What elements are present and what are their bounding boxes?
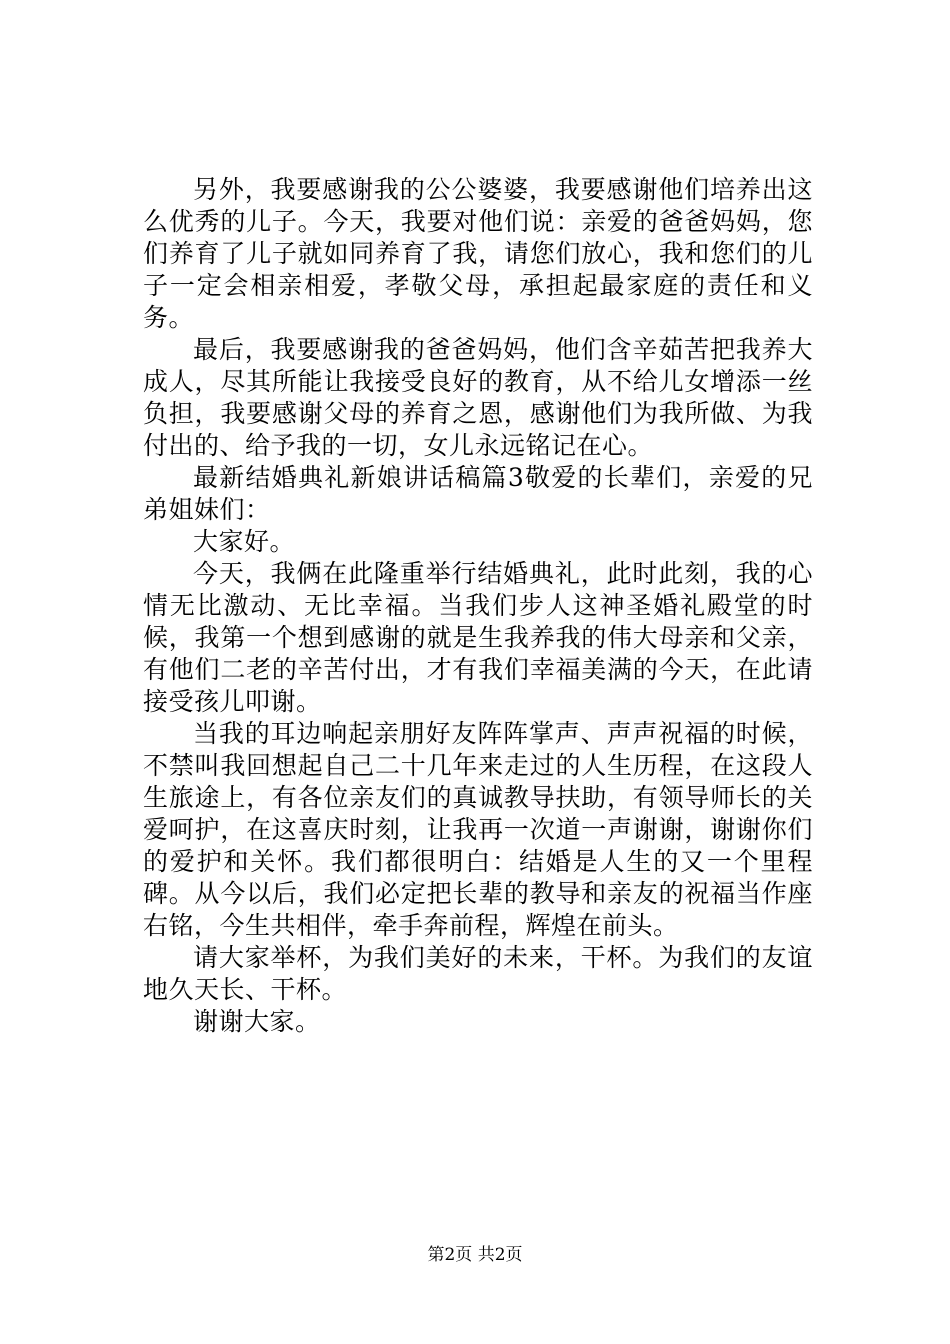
- paragraph-speech-heading: 最新结婚典礼新娘讲话稿篇3敬爱的长辈们，亲爱的兄弟姐妹们：: [143, 463, 813, 524]
- paragraph-greeting: 大家好。: [193, 527, 296, 556]
- paragraph-closing: 谢谢大家。: [193, 1007, 321, 1036]
- page-number-footer: 第2页 共2页: [427, 1245, 523, 1265]
- paragraph-parents-thanks: 最后，我要感谢我的爸爸妈妈，他们含辛茹苦把我养大成人，尽其所能让我接受良好的教育，从不给儿女增添一丝负担，我要感谢父母的养育之恩，感谢他们为我所做、为我付出的、给予我的一切，女儿永远铭记在心。: [143, 335, 813, 460]
- paragraph-ceremony: 今天，我俩在此隆重举行结婚典礼，此时此刻，我的心情无比激动、无比幸福。当我们步人这神圣婚礼殿堂的时候，我第一个想到感谢的就是生我养我的伟大母亲和父亲，有他们二老的辛苦付出，才有我们幸福美满的今天，在此请接受孩儿叩谢。: [143, 559, 813, 716]
- paragraph-gratitude: 当我的耳边响起亲朋好友阵阵掌声、声声祝福的时候，不禁叫我回想起自己二十几年来走过的人生历程，在这段人生旅途上，有各位亲友们的真诚教导扶助，有领导师长的关爱呵护，在这喜庆时刻，让我再一次道一声谢谢，谢谢你们的爱护和关怀。我们都很明白：结婚是人生的又一个里程碑。从今以后，我们必定把长辈的教导和亲友的祝福当作座右铭，今生共相伴，牵手奔前程，辉煌在前头。: [143, 719, 813, 940]
- paragraph-toast: 请大家举杯，为我们美好的未来，干杯。为我们的友谊地久天长、干杯。: [143, 943, 813, 1004]
- paragraph-in-laws-thanks: 另外，我要感谢我的公公婆婆，我要感谢他们培养出这么优秀的儿子。今天，我要对他们说：亲爱的爸爸妈妈，您们养育了儿子就如同养育了我，请您们放心，我和您们的儿子一定会相亲相爱，孝敬父母，承担起最家庭的责任和义务。: [143, 175, 813, 332]
- document-body: [143, 174, 813, 1038]
